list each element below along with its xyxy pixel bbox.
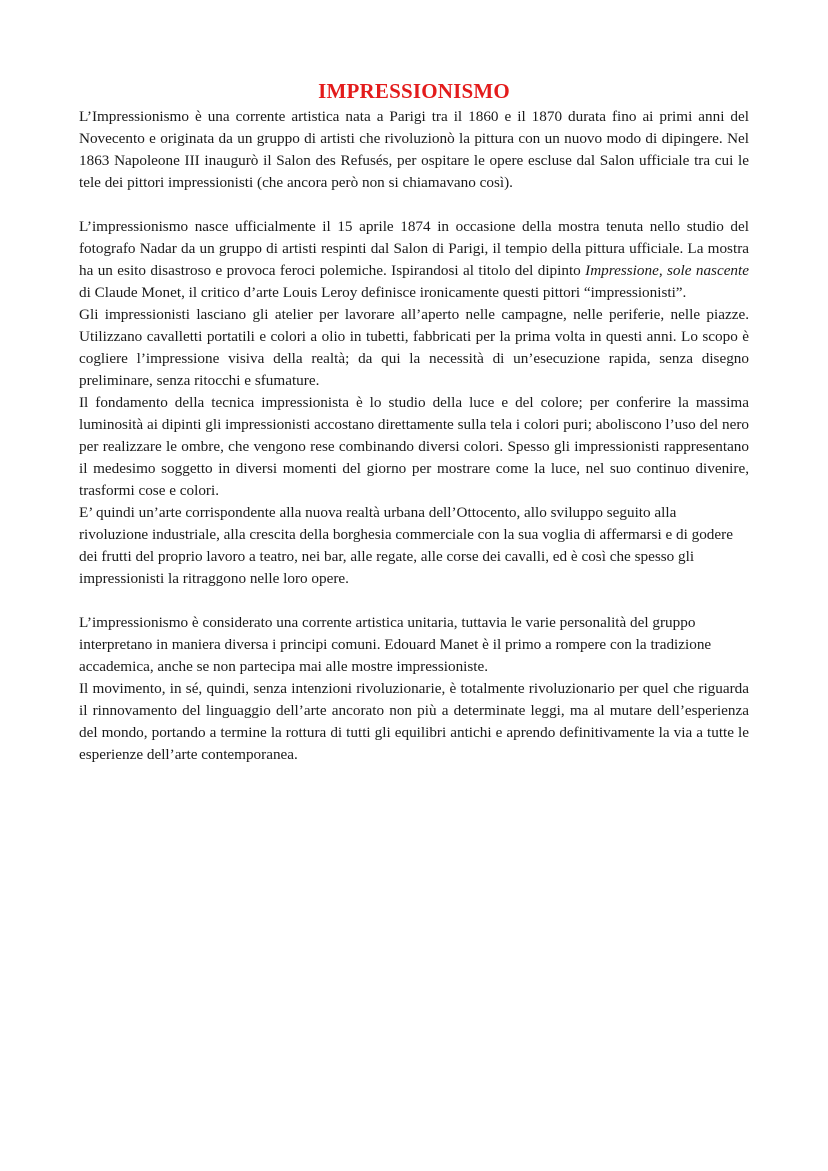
paragraph-technique: Il fondamento della tecnica impressionista è lo studio della luce e del colore; per conferire la massima luminosità ai dipinti gli impressionisti accostano direttamente sulla tela i colori puri; aboliscono l’uso del nero per realizzare le ombre, che vengono rese combinando diversi colori. Spesso gli impressionisti rappresentano il medesimo soggetto in diversi momenti del giorno per mostrare come la luce, nel suo continuo divenire, trasformi cose e colori. [79, 394, 749, 499]
page-title: IMPRESSIONISMO [318, 79, 510, 103]
paragraph-intro: L’Impressionismo è una corrente artistica nata a Parigi tra il 1860 e il 1870 durata fino ai primi anni del Novecento e originata da un gruppo di artisti che rivoluzionò la pittura con un nuovo modo di dipingere. Nel 1863 Napoleone III inaugurò il Salon des Refusés, per ospitare le opere escluse dal Salon ufficiale tra cui le tele dei pittori impressionisti (che ancora però non si chiamavano così). [79, 108, 749, 191]
painting-title: Impressione, sole nascente [585, 262, 749, 279]
paragraph-birth-text-1: L’impressionismo nasce ufficialmente il 15 aprile 1874 in occasione della mostra tenuta nello studio del fotografo Nadar da un gruppo di artisti respinti dal Salon di Parigi, il tempio della pittura ufficiale. La mostra ha un esito disastroso e provoca feroci polemiche. Ispirandosi al titolo del dipinto [79, 218, 749, 279]
paragraph-plein-air: Gli impressionisti lasciano gli atelier per lavorare all’aperto nelle campagne, nelle periferie, nelle piazze. Utilizzano cavalletti portatili e colori a olio in tubetti, fabbricati per la prima volta in questi anni. Lo scopo è cogliere l’impressione visiva della realtà; da qui la necessità di un’esecuzione rapida, senza disegno preliminare, senza ritocchi e sfumature. [79, 306, 749, 389]
paragraph-birth-text-2: di Claude Monet, il critico d’arte Louis Leroy definisce ironicamente questi pittori “impressionisti”. [79, 284, 687, 301]
document-body [79, 78, 749, 766]
paragraph-spacer [79, 590, 749, 612]
paragraph-movement: Il movimento, in sé, quindi, senza intenzioni rivoluzionarie, è totalmente rivoluzionario per quel che riguarda il rinnovamento del linguaggio dell’arte ancorato non più a determinate leggi, ma al mutare dell’esperienza del mondo, portando a termine la rottura di tutti gli equilibri antichi e aprendo definitivamente la via a tutte le esperienze dell’arte contemporanea. [79, 680, 749, 763]
paragraph-urban-reality: E’ quindi un’arte corrispondente alla nuova realtà urbana dell’Ottocento, allo sviluppo seguito alla rivoluzione industriale, alla crescita della borghesia commerciale con la sua voglia di affermarsi e di godere dei frutti del proprio lavoro a teatro, nei bar, alle regate, alle corse dei cavalli, ed è così che spesso gli impressionisti la ritraggono nelle loro opere. [79, 504, 733, 587]
paragraph-spacer [79, 194, 749, 216]
paragraph-unity: L’impressionismo è considerato una corrente artistica unitaria, tuttavia le varie personalità del gruppo interpretano in maniera diversa i principi comuni. Edouard Manet è il primo a rompere con la tradizione accademica, anche se non partecipa mai alle mostre impressioniste. [79, 614, 712, 675]
paragraph-birth [79, 216, 749, 304]
